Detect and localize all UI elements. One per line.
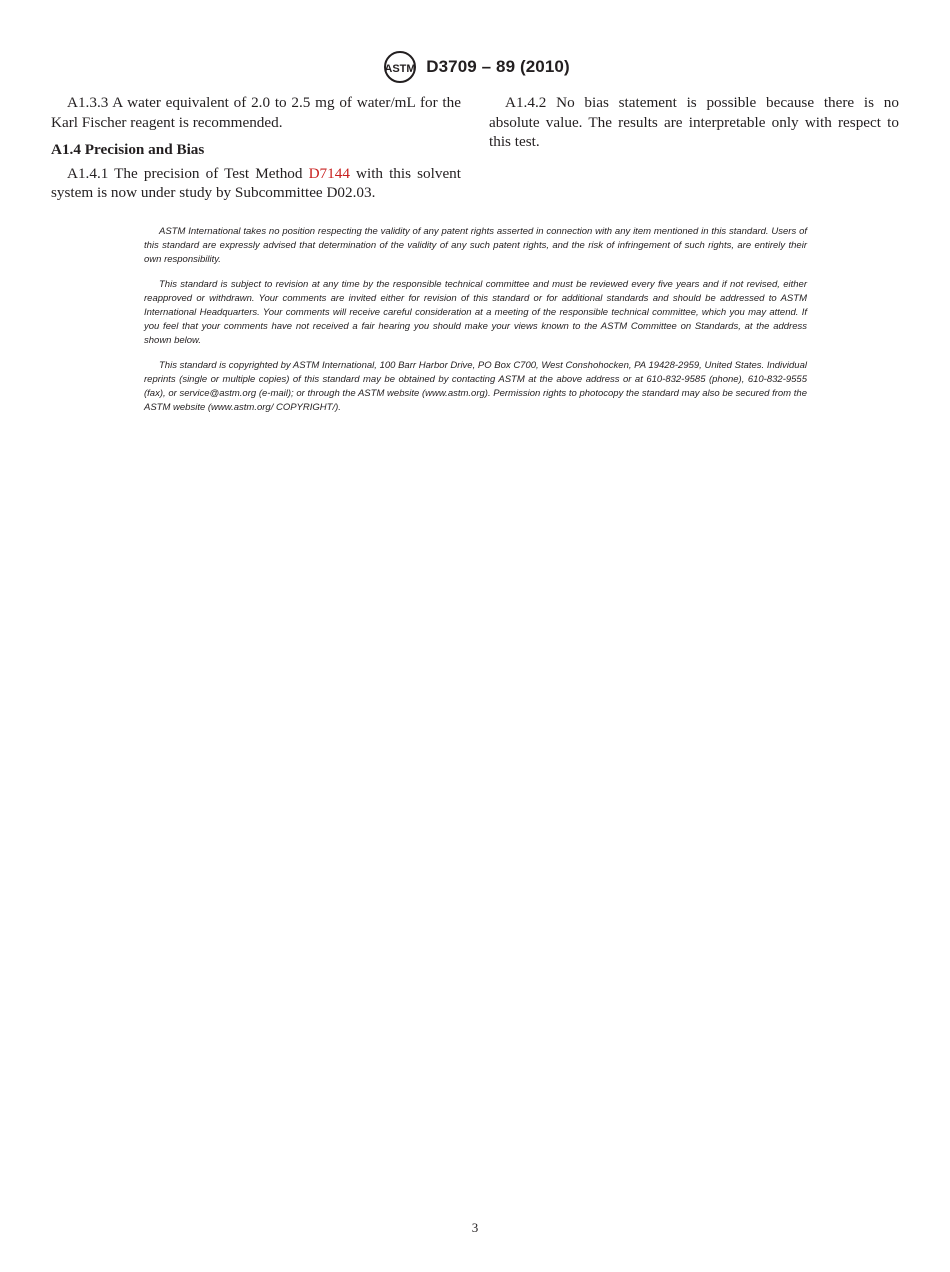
paragraph-a1-4-1-text-start: A1.4.1 The precision of Test Method — [67, 164, 309, 182]
section-heading-precision-bias: A1.4 Precision and Bias — [51, 141, 205, 158]
revision-notice: This standard is subject to revision at any time by the responsible technical committee and must be reviewed every five years and if not revised, either reapproved or withdrawn. Your comments are invited either for revision of this standard or for additional standards and should be addressed to ASTM International Headquarters. Your comments will receive careful consideration at a meeting of the responsible technical committee, which you may attend. If you feel that your comments have not received a fair hearing you should make your views known to the ASTM Committee on Standards, at the address shown below. — [144, 279, 807, 346]
left-column — [51, 93, 461, 203]
logo-text: ASTM — [384, 63, 416, 75]
page-number: 3 — [471, 1220, 479, 1235]
paragraph-a1-4-2: A1.4.2 No bias statement is possible because there is no absolute value. The results are interpretable only with respect to this test. — [489, 94, 899, 150]
document-designation: D3709 – 89 (2010) — [426, 57, 570, 76]
copyright-notice: This standard is copyrighted by ASTM International, 100 Barr Harbor Drive, PO Box C700, West Conshohocken, PA 19428-2959, United States. Individual reprints (single or multiple copies) of this standard may be obtained by contacting ASTM at the above address or at 610-832-9585 (phone), 610-832-9555 (fax), or service@astm.org (e-mail); or through the ASTM website (www.astm.org). Permission rights to photocopy the standard may also be secured from the ASTM website (www.astm.org/ COPYRIGHT/). — [144, 360, 807, 413]
paragraph-a1-3-3: A1.3.3 A water equivalent of 2.0 to 2.5 mg of water/mL for the Karl Fischer reagent is recommended. — [51, 94, 461, 131]
legal-notices — [144, 225, 807, 427]
paragraph-a1-4-1 — [51, 164, 461, 203]
right-column — [489, 93, 899, 152]
reference-link-d7144[interactable]: D7144 — [308, 164, 350, 182]
patent-notice: ASTM International takes no position respecting the validity of any patent rights asserted in connection with any item mentioned in this standard. Users of this standard are expressly advised that determination of the validity of any such patent rights, and the risk of infringement of such rights, are entirely their own responsibility. — [144, 226, 807, 265]
page-header — [0, 50, 950, 84]
astm-logo-icon — [380, 50, 420, 84]
paragraph-a1-4-1-text-end: with this solvent system is now under study by Subcommittee D02.03. — [51, 164, 461, 201]
